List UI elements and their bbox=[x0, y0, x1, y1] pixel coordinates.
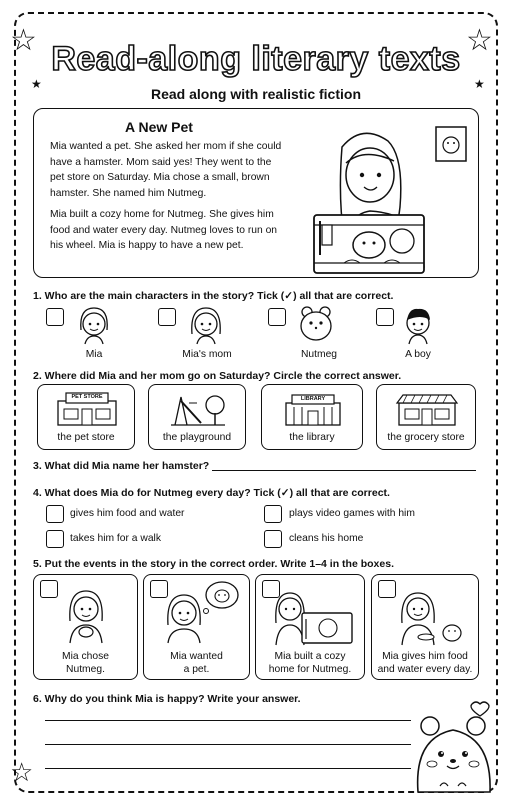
girl-feeding-hamster-icon bbox=[396, 583, 466, 645]
girl-building-cage-icon bbox=[270, 583, 356, 645]
story-paragraph: Mia built a cozy home for Nutmeg. She gives him food and water every day. Nutmeg loves to run on his wheel. Mia is happy to have a new pet. bbox=[50, 209, 278, 251]
place-card-grocery-store[interactable] bbox=[376, 384, 476, 450]
option-label: the pet store bbox=[57, 432, 115, 443]
story-paragraph: Mia wanted a pet. She asked her mom if she could have a hamster. Mom said yes! They went to the pet store on Saturday. Mia chose a small, brown hamster. She named him Nutmeg. bbox=[50, 141, 282, 199]
mia-face-icon bbox=[77, 304, 111, 344]
checkbox-video-games[interactable] bbox=[264, 505, 282, 523]
option-label: cleans his home bbox=[289, 533, 364, 544]
checkbox-cleans-home[interactable] bbox=[264, 530, 282, 548]
question-1-prompt: 1. Who are the main characters in the story? Tick (✓) all that are correct. bbox=[33, 290, 394, 302]
question-3-prompt: 3. What did Mia name her hamster? bbox=[33, 460, 210, 472]
checkbox-walk[interactable] bbox=[46, 530, 64, 548]
question-5-prompt: 5. Put the events in the story in the correct order. Write 1–4 in the boxes. bbox=[33, 558, 394, 570]
event-label: Mia built a cozy bbox=[274, 651, 346, 662]
pet-store-sign: PET STORE bbox=[71, 393, 103, 400]
event-label: home for Nutmeg. bbox=[268, 664, 352, 675]
event-label: Mia gives him food bbox=[382, 651, 468, 662]
grocery-store-icon bbox=[395, 391, 459, 425]
place-card-pet-store[interactable] bbox=[37, 384, 135, 450]
place-card-playground[interactable] bbox=[148, 384, 246, 450]
option-label: Mia's mom bbox=[182, 349, 232, 360]
option-label: the library bbox=[289, 432, 335, 443]
story-box bbox=[33, 108, 479, 278]
option-label: the playground bbox=[162, 432, 232, 443]
checkbox-mias-mom[interactable] bbox=[158, 308, 176, 326]
order-box[interactable] bbox=[40, 580, 58, 598]
library-sign: LIBRARY bbox=[300, 395, 326, 402]
answer-line[interactable] bbox=[212, 470, 476, 471]
mia-with-hamster-cage-illustration bbox=[284, 117, 476, 275]
checkbox-mia[interactable] bbox=[46, 308, 64, 326]
option-label: the grocery store bbox=[387, 432, 465, 443]
event-label: a pet. bbox=[183, 664, 210, 675]
mom-face-icon bbox=[189, 304, 223, 344]
hamster-face-icon bbox=[298, 304, 334, 342]
checkbox-nutmeg[interactable] bbox=[268, 308, 286, 326]
event-card bbox=[371, 574, 479, 680]
option-label: A boy bbox=[405, 349, 431, 360]
star-icon: ★ bbox=[474, 77, 485, 91]
page-title: Read-along literary texts bbox=[51, 40, 461, 78]
star-icon: ☆ bbox=[10, 23, 37, 58]
answer-line[interactable] bbox=[45, 720, 411, 721]
checkbox-a-boy[interactable] bbox=[376, 308, 394, 326]
star-icon: ★ bbox=[31, 77, 42, 91]
checkbox-food-and-water[interactable] bbox=[46, 505, 64, 523]
girl-holding-hamster-icon bbox=[64, 585, 108, 643]
place-card-library[interactable] bbox=[261, 384, 363, 450]
question-2-prompt: 2. Where did Mia and her mom go on Saturday? Circle the correct answer. bbox=[33, 370, 402, 382]
answer-line[interactable] bbox=[45, 768, 411, 769]
event-label: Nutmeg. bbox=[66, 664, 105, 675]
star-icon: ☆ bbox=[10, 758, 34, 788]
option-label: takes him for a walk bbox=[70, 533, 161, 544]
question-6-prompt: 6. Why do you think Mia is happy? Write your answer. bbox=[33, 693, 301, 705]
event-label: Mia chose bbox=[62, 651, 109, 662]
option-label: gives him food and water bbox=[70, 508, 185, 519]
answer-line[interactable] bbox=[45, 744, 411, 745]
event-card bbox=[33, 574, 138, 680]
boy-face-icon bbox=[401, 304, 435, 344]
option-label: plays video games with him bbox=[289, 508, 415, 519]
star-icon: ☆ bbox=[466, 23, 493, 58]
question-4-prompt: 4. What does Mia do for Nutmeg every day? Tick (✓) all that are correct. bbox=[33, 487, 390, 499]
event-card bbox=[143, 574, 250, 680]
option-label: Mia bbox=[85, 349, 103, 360]
girl-thinking-of-hamster-icon bbox=[160, 581, 240, 643]
option-label: Nutmeg bbox=[300, 349, 338, 360]
hamster-mascot-icon bbox=[414, 700, 498, 792]
order-box[interactable] bbox=[378, 580, 396, 598]
event-label: and water every day. bbox=[377, 664, 473, 675]
page-subtitle: Read along with realistic fiction bbox=[150, 86, 362, 102]
playground-icon bbox=[167, 391, 229, 427]
event-label: Mia wanted bbox=[170, 651, 223, 662]
event-card bbox=[255, 574, 365, 680]
story-title: A New Pet bbox=[125, 119, 193, 135]
